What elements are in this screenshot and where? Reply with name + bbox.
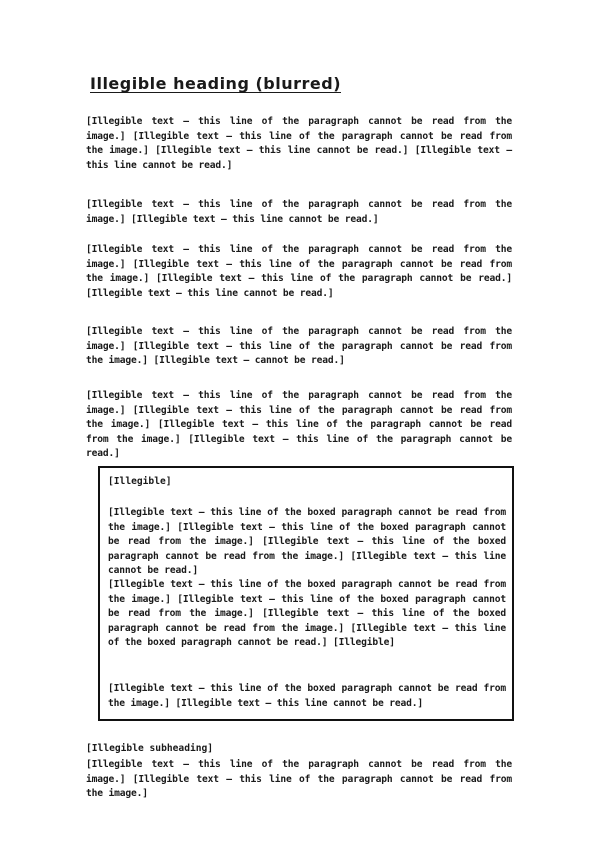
section-subheading: [Illegible subheading]	[86, 743, 214, 754]
body-paragraph-1: [Illegible text — this line of the paragraph cannot be read from the image.] [Illegible text — this line of the paragraph cannot be read from the image.] [Illegible text — this line cannot be read.] [Illegible text — this line cannot be read.]	[86, 116, 512, 171]
body-paragraph-5: [Illegible text — this line of the paragraph cannot be read from the image.] [Illegible text — this line of the paragraph cannot be read from the image.] [Illegible text — this line of the paragraph cannot be read from the image.] [Illegible text — this line of the paragraph cannot be read.]	[86, 390, 512, 459]
boxed-note-paragraph-1: [Illegible text — this line of the boxed paragraph cannot be read from the image.] [Illegible text — this line of the boxed paragraph cannot be read from the image.] [Illegible text — this line of the boxed paragraph cannot be read from the image.] [Illegible text — this line cannot be read.]	[108, 507, 506, 576]
document-title: Illegible heading (blurred)	[90, 74, 341, 93]
body-paragraph-2: [Illegible text — this line of the paragraph cannot be read from the image.] [Illegible text — this line cannot be read.]	[86, 199, 512, 225]
boxed-note-paragraph-3: [Illegible text — this line of the boxed paragraph cannot be read from the image.] [Illegible text — this line cannot be read.]	[108, 683, 506, 709]
body-paragraph-4: [Illegible text — this line of the paragraph cannot be read from the image.] [Illegible text — this line of the paragraph cannot be read from the image.] [Illegible text — cannot be read.]	[86, 326, 512, 366]
boxed-note	[98, 466, 514, 721]
boxed-note-paragraph-2: [Illegible text — this line of the boxed paragraph cannot be read from the image.] [Illegible text — this line of the boxed paragraph cannot be read from the image.] [Illegible text — this line of the boxed paragraph cannot be read from the image.] [Illegible text — this line of the boxed paragraph cannot be read.] [Illegible]	[108, 579, 506, 648]
boxed-note-title: [Illegible]	[108, 476, 172, 487]
final-paragraph: [Illegible text — this line of the paragraph cannot be read from the image.] [Illegible text — this line of the paragraph cannot be read from the image.]	[86, 759, 512, 799]
body-paragraph-3: [Illegible text — this line of the paragraph cannot be read from the image.] [Illegible text — this line of the paragraph cannot be read from the image.] [Illegible text — this line of the paragraph cannot be read.] [Illegible text — this line cannot be read.]	[86, 244, 512, 299]
